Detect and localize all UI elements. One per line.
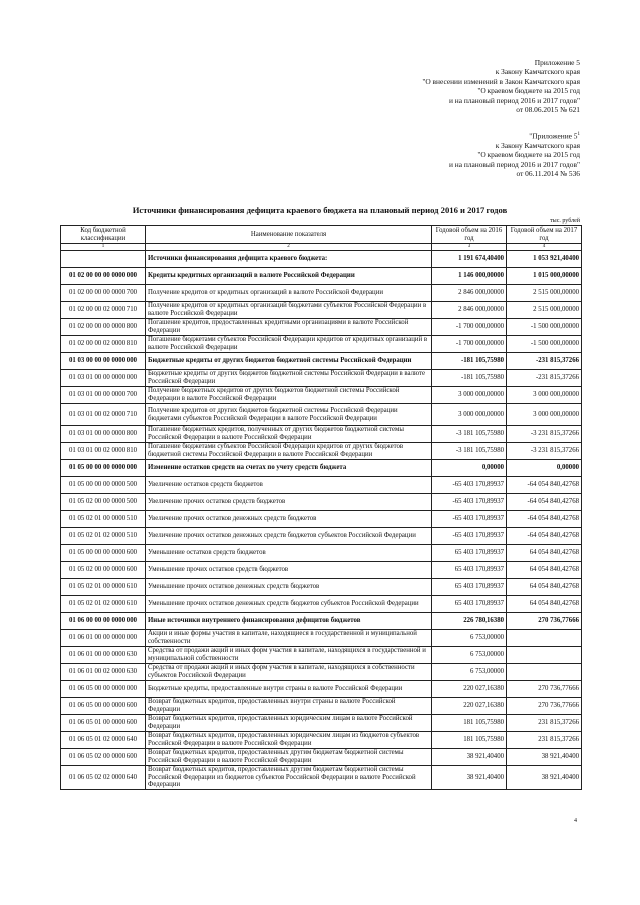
table-row [61,319,582,336]
cell-name: Уменьшение прочих остатков денежных средств бюджетов [146,579,432,596]
cell-2016: -65 403 170,89937 [432,528,507,545]
header-line: от 08.06.2015 № 621 [516,105,580,115]
table-row [61,528,582,545]
cell-code: 01 06 00 00 00 0000 000 [61,613,146,630]
cell-2016: 181 105,75980 [432,715,507,732]
cell-2017: -231 815,37266 [507,353,582,370]
cell-code: 01 05 00 00 00 0000 500 [61,477,146,494]
cell-code: 01 05 02 00 00 0000 600 [61,562,146,579]
cell-code: 01 02 00 00 00 0000 800 [61,319,146,336]
table-header-row [61,226,582,244]
header-line: "О краевом бюджете на 2015 год [477,150,580,160]
cell-code: 01 05 00 00 00 0000 000 [61,460,146,477]
table-row [61,404,582,426]
cell-2016: 6 753,00000 [432,664,507,681]
cell-2017: 64 054 840,42768 [507,562,582,579]
cell-code: 01 02 00 00 02 0000 710 [61,302,146,319]
cell-name: Получение бюджетных кредитов от других бюджетов бюджетной системы Российской Федерации в валюте Российской Федерации [146,387,432,404]
unit-label: тыс. рублей [550,218,580,224]
table-row [61,494,582,511]
cell-code: 01 06 01 00 00 0000 630 [61,647,146,664]
column-index-row [61,244,582,251]
cell-name: Бюджетные кредиты, предоставленные внутри страны в валюте Российской Федерации [146,681,432,698]
cell-name: Кредиты кредитных организаций в валюте Российской Федерации [146,268,432,285]
cell-name: Уменьшение прочих остатков денежных средств бюджетов субъектов Российской Федерации [146,596,432,613]
cell-2017: 231 815,37266 [507,715,582,732]
header-line: к Закону Камчатского края [495,140,580,150]
table-row [61,766,582,790]
cell-name: Получение кредитов от кредитных организаций в валюте Российской Федерации [146,285,432,302]
header-line: "О краевом бюджете на 2015 год [477,86,580,96]
cell-2016: 226 780,16380 [432,613,507,630]
cell-name: Увеличение прочих остатков средств бюджетов [146,494,432,511]
cell-name: Погашение бюджетных кредитов, полученных от других бюджетов бюджетной системы Российской Федерации в валюте Российской Федерации [146,426,432,443]
cell-code: 01 05 00 00 00 0000 600 [61,545,146,562]
cell-code: 01 06 05 02 02 0000 640 [61,766,146,790]
header-line: и на плановый период 2016 и 2017 годов" [448,159,580,169]
cell-2016: -3 181 105,75980 [432,426,507,443]
cell-2017: 270 736,77666 [507,698,582,715]
table-row [61,698,582,715]
cell-2016: 3 000 000,00000 [432,404,507,426]
column-index: 3 [432,244,507,251]
table-row [61,285,582,302]
cell-2016: -65 403 170,89937 [432,494,507,511]
cell-2016: -181 105,75980 [432,353,507,370]
cell-2016: -1 700 000,00000 [432,319,507,336]
cell-2017: 64 054 840,42768 [507,545,582,562]
column-header-2017: Годовой объем на 2017 год [507,226,582,244]
appendix-header [422,58,580,114]
table-row [61,715,582,732]
cell-name: Бюджетные кредиты от других бюджетов бюджетной системы Российской Федерации [146,353,432,370]
cell-2017: -64 054 840,42768 [507,494,582,511]
cell-2016: 2 846 000,00000 [432,302,507,319]
table-row [61,732,582,749]
cell-name: Погашение бюджетами субъектов Российской Федерации кредитов от других бюджетов бюджетной системы Российской Федерации в валюте Российской Федерации [146,443,432,460]
header-line: к Закону Камчатского края [495,67,580,77]
header-line: и на плановый период 2016 и 2017 годов" [448,95,580,105]
cell-code: 01 06 01 00 02 0000 630 [61,664,146,681]
cell-code: 01 05 02 01 02 0000 610 [61,596,146,613]
table-row [61,664,582,681]
cell-2016: 38 921,40400 [432,749,507,766]
cell-2017: -64 054 840,42768 [507,528,582,545]
appendix-superscript: 1 [577,132,580,137]
table-row [61,596,582,613]
cell-2016: 220 027,16380 [432,698,507,715]
table-row [61,426,582,443]
financing-table [60,225,582,790]
table-row [61,353,582,370]
table-row [61,562,582,579]
cell-code: 01 02 00 00 00 0000 700 [61,285,146,302]
cell-2017: 2 515 000,00000 [507,302,582,319]
table-row [61,268,582,285]
table-row [61,630,582,647]
cell-name: Акции и иные формы участия в капитале, находящиеся в государственной и муниципальной собственности [146,630,432,647]
table-row [61,460,582,477]
cell-2017: -64 054 840,42768 [507,511,582,528]
column-header-name: Наименование показателя [146,226,432,244]
cell-2017: -1 500 000,00000 [507,336,582,353]
cell-2017: 270 736,77666 [507,681,582,698]
original-appendix-header [449,130,580,179]
cell-2017 [507,647,582,664]
cell-code: 01 03 01 00 00 0000 000 [61,370,146,387]
cell-2017: 38 921,40400 [507,749,582,766]
cell-2017: -1 500 000,00000 [507,319,582,336]
appendix-label: "Приложение 5 [529,131,578,141]
cell-2017 [507,630,582,647]
cell-code: 01 05 02 00 00 0000 500 [61,494,146,511]
cell-name: Средства от продажи акций и иных форм участия в капитале, находящихся в собственности субъектов Российской Федерации [146,664,432,681]
cell-code: 01 03 01 00 02 0000 810 [61,443,146,460]
cell-2016: 220 027,16380 [432,681,507,698]
cell-2017: 2 515 000,00000 [507,285,582,302]
cell-name: Бюджетные кредиты от других бюджетов бюджетной системы Российской Федерации в валюте Российской Федерации [146,370,432,387]
cell-code: 01 05 02 01 02 0000 510 [61,528,146,545]
cell-name: Возврат бюджетных кредитов, предоставленных юридическим лицам в валюте Российской Федерации [146,715,432,732]
column-header-code: Код бюджетной классификации [61,226,146,244]
cell-code: 01 02 00 00 02 0000 810 [61,336,146,353]
header-line: от 06.11.2014 № 536 [516,169,580,179]
page-number: 4 [574,818,577,824]
cell-code: 01 03 01 00 00 0000 700 [61,387,146,404]
cell-name: Погашение бюджетами субъектов Российской Федерации кредитов от кредитных организаций в валюте Российской Федерации [146,336,432,353]
table-row [61,613,582,630]
cell-code: 01 06 05 01 00 0000 600 [61,715,146,732]
table-row [61,579,582,596]
cell-2016: 6 753,00000 [432,647,507,664]
cell-name: Возврат бюджетных кредитов, предоставленных другим бюджетам бюджетной системы Российской Федерации из бюджетов субъектов Российской Федерации в валюте Российской Федерации [146,766,432,790]
cell-code: 01 06 05 00 00 0000 000 [61,681,146,698]
header-line [449,130,580,141]
document-title: Источники финансирования дефицита краевого бюджета на плановый период 2016 и 2017 годов [132,205,508,215]
cell-2016: 2 846 000,00000 [432,285,507,302]
table-row [61,477,582,494]
header-line: "О внесении изменений в Закон Камчатского края [422,76,580,86]
table-row [61,545,582,562]
table-row [61,336,582,353]
table-row [61,443,582,460]
cell-2016: 65 403 170,89937 [432,545,507,562]
table-body [61,251,582,790]
header-line: Приложение 5 [534,58,580,67]
column-index: 1 [61,244,146,251]
cell-code: 01 05 02 01 00 0000 610 [61,579,146,596]
table-row [61,749,582,766]
cell-2016: 1 191 674,40400 [432,251,507,268]
cell-2016: 65 403 170,89937 [432,596,507,613]
cell-code: 01 06 05 01 02 0000 640 [61,732,146,749]
cell-2016: -65 403 170,89937 [432,477,507,494]
cell-name: Уменьшение прочих остатков средств бюджетов [146,562,432,579]
cell-2017: -64 054 840,42768 [507,477,582,494]
table-row [61,681,582,698]
cell-name: Средства от продажи акций и иных форм участия в капитале, находящихся в государственной и муниципальной собственности [146,647,432,664]
table-row [61,370,582,387]
cell-name: Изменение остатков средств на счетах по учету средств бюджета [146,460,432,477]
table-row [61,511,582,528]
cell-code: 01 03 01 00 02 0000 710 [61,404,146,426]
cell-2016: 0,00000 [432,460,507,477]
cell-2016: 38 921,40400 [432,766,507,790]
cell-2017: -3 231 815,37266 [507,443,582,460]
cell-name: Источники финансирования дефицита краевого бюджета: [146,251,432,268]
cell-2016: -65 403 170,89937 [432,511,507,528]
cell-2017: 3 000 000,00000 [507,387,582,404]
cell-2017: 3 000 000,00000 [507,404,582,426]
cell-2017: 64 054 840,42768 [507,596,582,613]
cell-name: Погашение кредитов, предоставленных кредитными организациями в валюте Российской Федерации [146,319,432,336]
cell-2017: 38 921,40400 [507,766,582,790]
cell-2017: 0,00000 [507,460,582,477]
cell-name: Иные источники внутреннего финансирования дефицитов бюджетов [146,613,432,630]
cell-2016: -1 700 000,00000 [432,336,507,353]
cell-code: 01 06 05 02 00 0000 600 [61,749,146,766]
cell-2016: 3 000 000,00000 [432,387,507,404]
cell-2017: -231 815,37266 [507,370,582,387]
table-row [61,387,582,404]
cell-2017: 1 015 000,00000 [507,268,582,285]
cell-name: Получение кредитов от кредитных организаций бюджетами субъектов Российской Федерации в валюте Российской Федерации [146,302,432,319]
table-row [61,302,582,319]
cell-code: 01 02 00 00 00 0000 000 [61,268,146,285]
cell-2016: -181 105,75980 [432,370,507,387]
cell-name: Возврат бюджетных кредитов, предоставленных юридическим лицам из бюджетов субъектов Российской Федерации в валюте Российской Федерации [146,732,432,749]
cell-2017 [507,664,582,681]
cell-code: 01 05 02 01 00 0000 510 [61,511,146,528]
table-row [61,647,582,664]
cell-code: 01 06 05 00 00 0000 600 [61,698,146,715]
cell-2016: 6 753,00000 [432,630,507,647]
cell-name: Возврат бюджетных кредитов, предоставленных другим бюджетам бюджетной системы Российской Федерации в валюте Российской Федерации [146,749,432,766]
cell-name: Возврат бюджетных кредитов, предоставленных внутри страны в валюте Российской Федерации [146,698,432,715]
cell-name: Увеличение остатков средств бюджетов [146,477,432,494]
cell-2017: 231 815,37266 [507,732,582,749]
cell-2016: 65 403 170,89937 [432,562,507,579]
cell-2016: 1 146 000,00000 [432,268,507,285]
cell-code: 01 03 01 00 00 0000 800 [61,426,146,443]
column-index: 2 [146,244,432,251]
cell-name: Уменьшение остатков средств бюджетов [146,545,432,562]
cell-2016: -3 181 105,75980 [432,443,507,460]
cell-name: Получение кредитов от других бюджетов бюджетной системы Российской Федерации бюджетами субъектов Российской Федерации в валюте Российской Федерации [146,404,432,426]
table-row [61,251,582,268]
cell-2017: -3 231 815,37266 [507,426,582,443]
cell-code [61,251,146,268]
cell-2016: 65 403 170,89937 [432,579,507,596]
column-header-2016: Годовой объем на 2016 год [432,226,507,244]
cell-code: 01 06 01 00 00 0000 000 [61,630,146,647]
cell-2017: 1 053 921,40400 [507,251,582,268]
cell-2017: 270 736,77666 [507,613,582,630]
cell-name: Увеличение прочих остатков денежных средств бюджетов субъектов Российской Федерации [146,528,432,545]
cell-code: 01 03 00 00 00 0000 000 [61,353,146,370]
cell-2017: 64 054 840,42768 [507,579,582,596]
cell-name: Увеличение прочих остатков денежных средств бюджетов [146,511,432,528]
cell-2016: 181 105,75980 [432,732,507,749]
column-index: 4 [507,244,582,251]
